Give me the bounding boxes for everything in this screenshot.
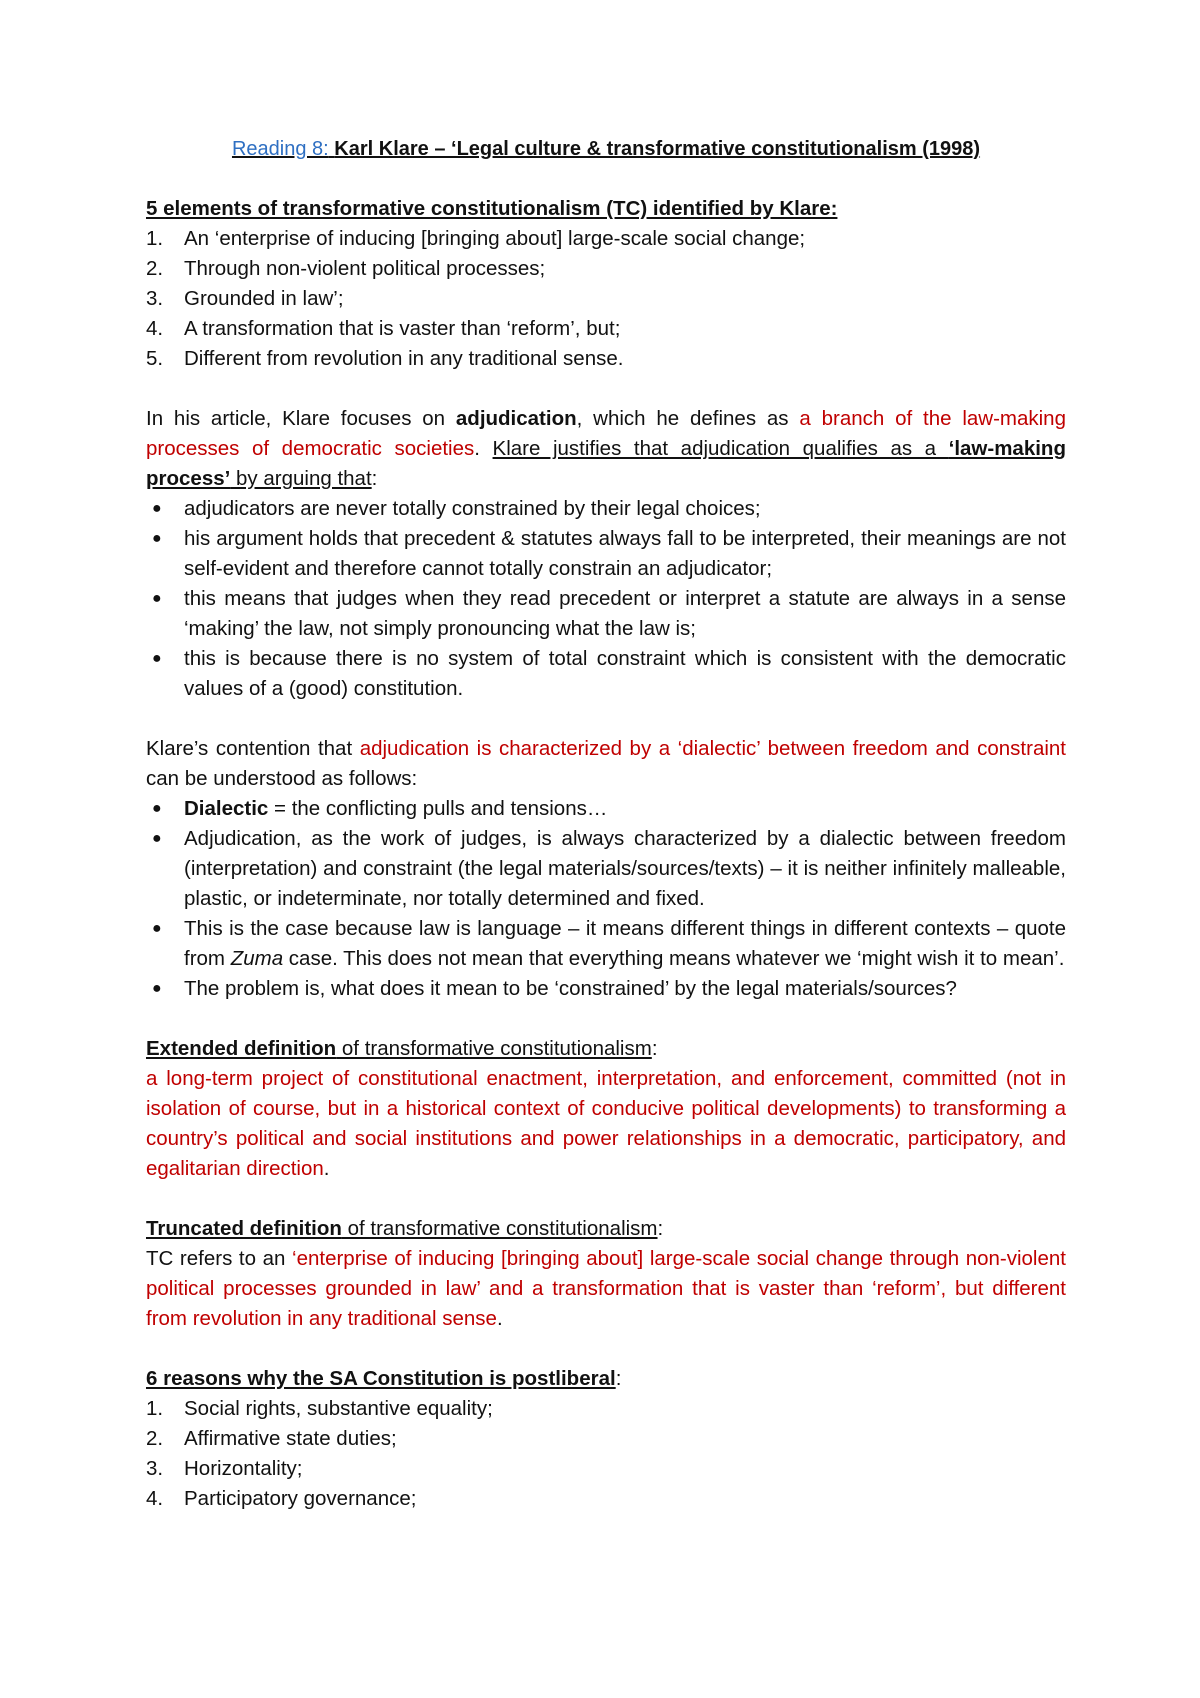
- title-rest: Karl Klare – ‘Legal culture & transformative constitutionalism (1998): [334, 138, 981, 160]
- list-item: 1. Social rights, substantive equality;: [146, 1397, 493, 1420]
- adjudication-paragraph: In his article, Klare focuses on adjudication, which he defines as a branch of the law-making processes of democratic societies. Klare justifies that adjudication qualifies as a ‘law-making process’ by arguing that:: [146, 407, 1066, 490]
- adjudication-bullets: [146, 494, 1066, 704]
- extended-heading: Extended definition of transformative constitutionalism:: [146, 1037, 658, 1060]
- bullet-icon: ●: [152, 500, 162, 517]
- dialectic-bullets: [146, 794, 1066, 1004]
- list-item: ● this is because there is no system of total constraint which is consistent with the democratic values of a (good) constitution.: [146, 644, 1066, 704]
- list-item: 4. Participatory governance;: [146, 1487, 417, 1510]
- bullet-icon: ●: [152, 650, 162, 667]
- bullet-icon: ●: [152, 980, 162, 997]
- extended-definition: a long-term project of constitutional enactment, interpretation, and enforcement, committed (not in isolation of course, but in a historical context of conducive political developments) to transforming a country’s political and social institutions and power relationships in a democratic, participatory, and egalitarian direction.: [146, 1067, 1066, 1180]
- list-item: 5. Different from revolution in any traditional sense.: [146, 347, 624, 370]
- bullet-icon: ●: [152, 530, 162, 547]
- bullet-icon: ●: [152, 800, 162, 817]
- truncated-heading: Truncated definition of transformative constitutionalism:: [146, 1217, 664, 1240]
- list-item: 2. Affirmative state duties;: [146, 1427, 397, 1450]
- document-content: [146, 134, 1066, 1514]
- list-item: ● This is the case because law is language – it means different things in different contexts – quote from Zuma case. This does not mean that everything means whatever we ‘might wish it to mean’.: [146, 914, 1066, 974]
- dialectic-paragraph: Klare’s contention that adjudication is characterized by a ‘dialectic’ between freedom and constraint can be understood as follows:: [146, 737, 1066, 790]
- bullet-icon: ●: [152, 830, 162, 847]
- bullet-icon: ●: [152, 590, 162, 607]
- list-item: 4. A transformation that is vaster than ‘reform’, but;: [146, 317, 621, 340]
- list-item: ● Dialectic = the conflicting pulls and tensions…: [146, 794, 1066, 824]
- list-item: ● his argument holds that precedent & statutes always fall to be interpreted, their meanings are not self-evident and therefore cannot totally constrain an adjudicator;: [146, 524, 1066, 584]
- list-item: 3. Horizontality;: [146, 1457, 303, 1480]
- postliberal-list: [146, 1394, 1066, 1514]
- list-item: ● Adjudication, as the work of judges, is always characterized by a dialectic between freedom (interpretation) and constraint (the legal materials/sources/texts) – it is neither infinitely malleable, plastic, or indeterminate, nor totally determined and fixed.: [146, 824, 1066, 914]
- postliberal-heading: 6 reasons why the SA Constitution is postliberal:: [146, 1367, 622, 1390]
- elements-list: [146, 224, 1066, 374]
- list-item: ● The problem is, what does it mean to be ‘constrained’ by the legal materials/sources?: [146, 974, 1066, 1004]
- list-item: 2. Through non-violent political processes;: [146, 257, 546, 280]
- list-item: 3. Grounded in law’;: [146, 287, 344, 310]
- elements-heading: 5 elements of transformative constitutionalism (TC) identified by Klare:: [146, 197, 838, 220]
- title-prefix: Reading 8:: [231, 138, 329, 160]
- page-title: [146, 134, 1066, 164]
- bullet-icon: ●: [152, 920, 162, 937]
- list-item: 1. An ‘enterprise of inducing [bringing about] large-scale social change;: [146, 227, 806, 250]
- list-item: ● adjudicators are never totally constrained by their legal choices;: [146, 494, 1066, 524]
- list-item: ● this means that judges when they read precedent or interpret a statute are always in a sense ‘making’ the law, not simply pronouncing what the law is;: [146, 584, 1066, 644]
- truncated-definition: TC refers to an ‘enterprise of inducing [bringing about] large-scale social change through non-violent political processes grounded in law’ and a transformation that is vaster than ‘reform’, but different from revolution in any traditional sense.: [146, 1247, 1066, 1330]
